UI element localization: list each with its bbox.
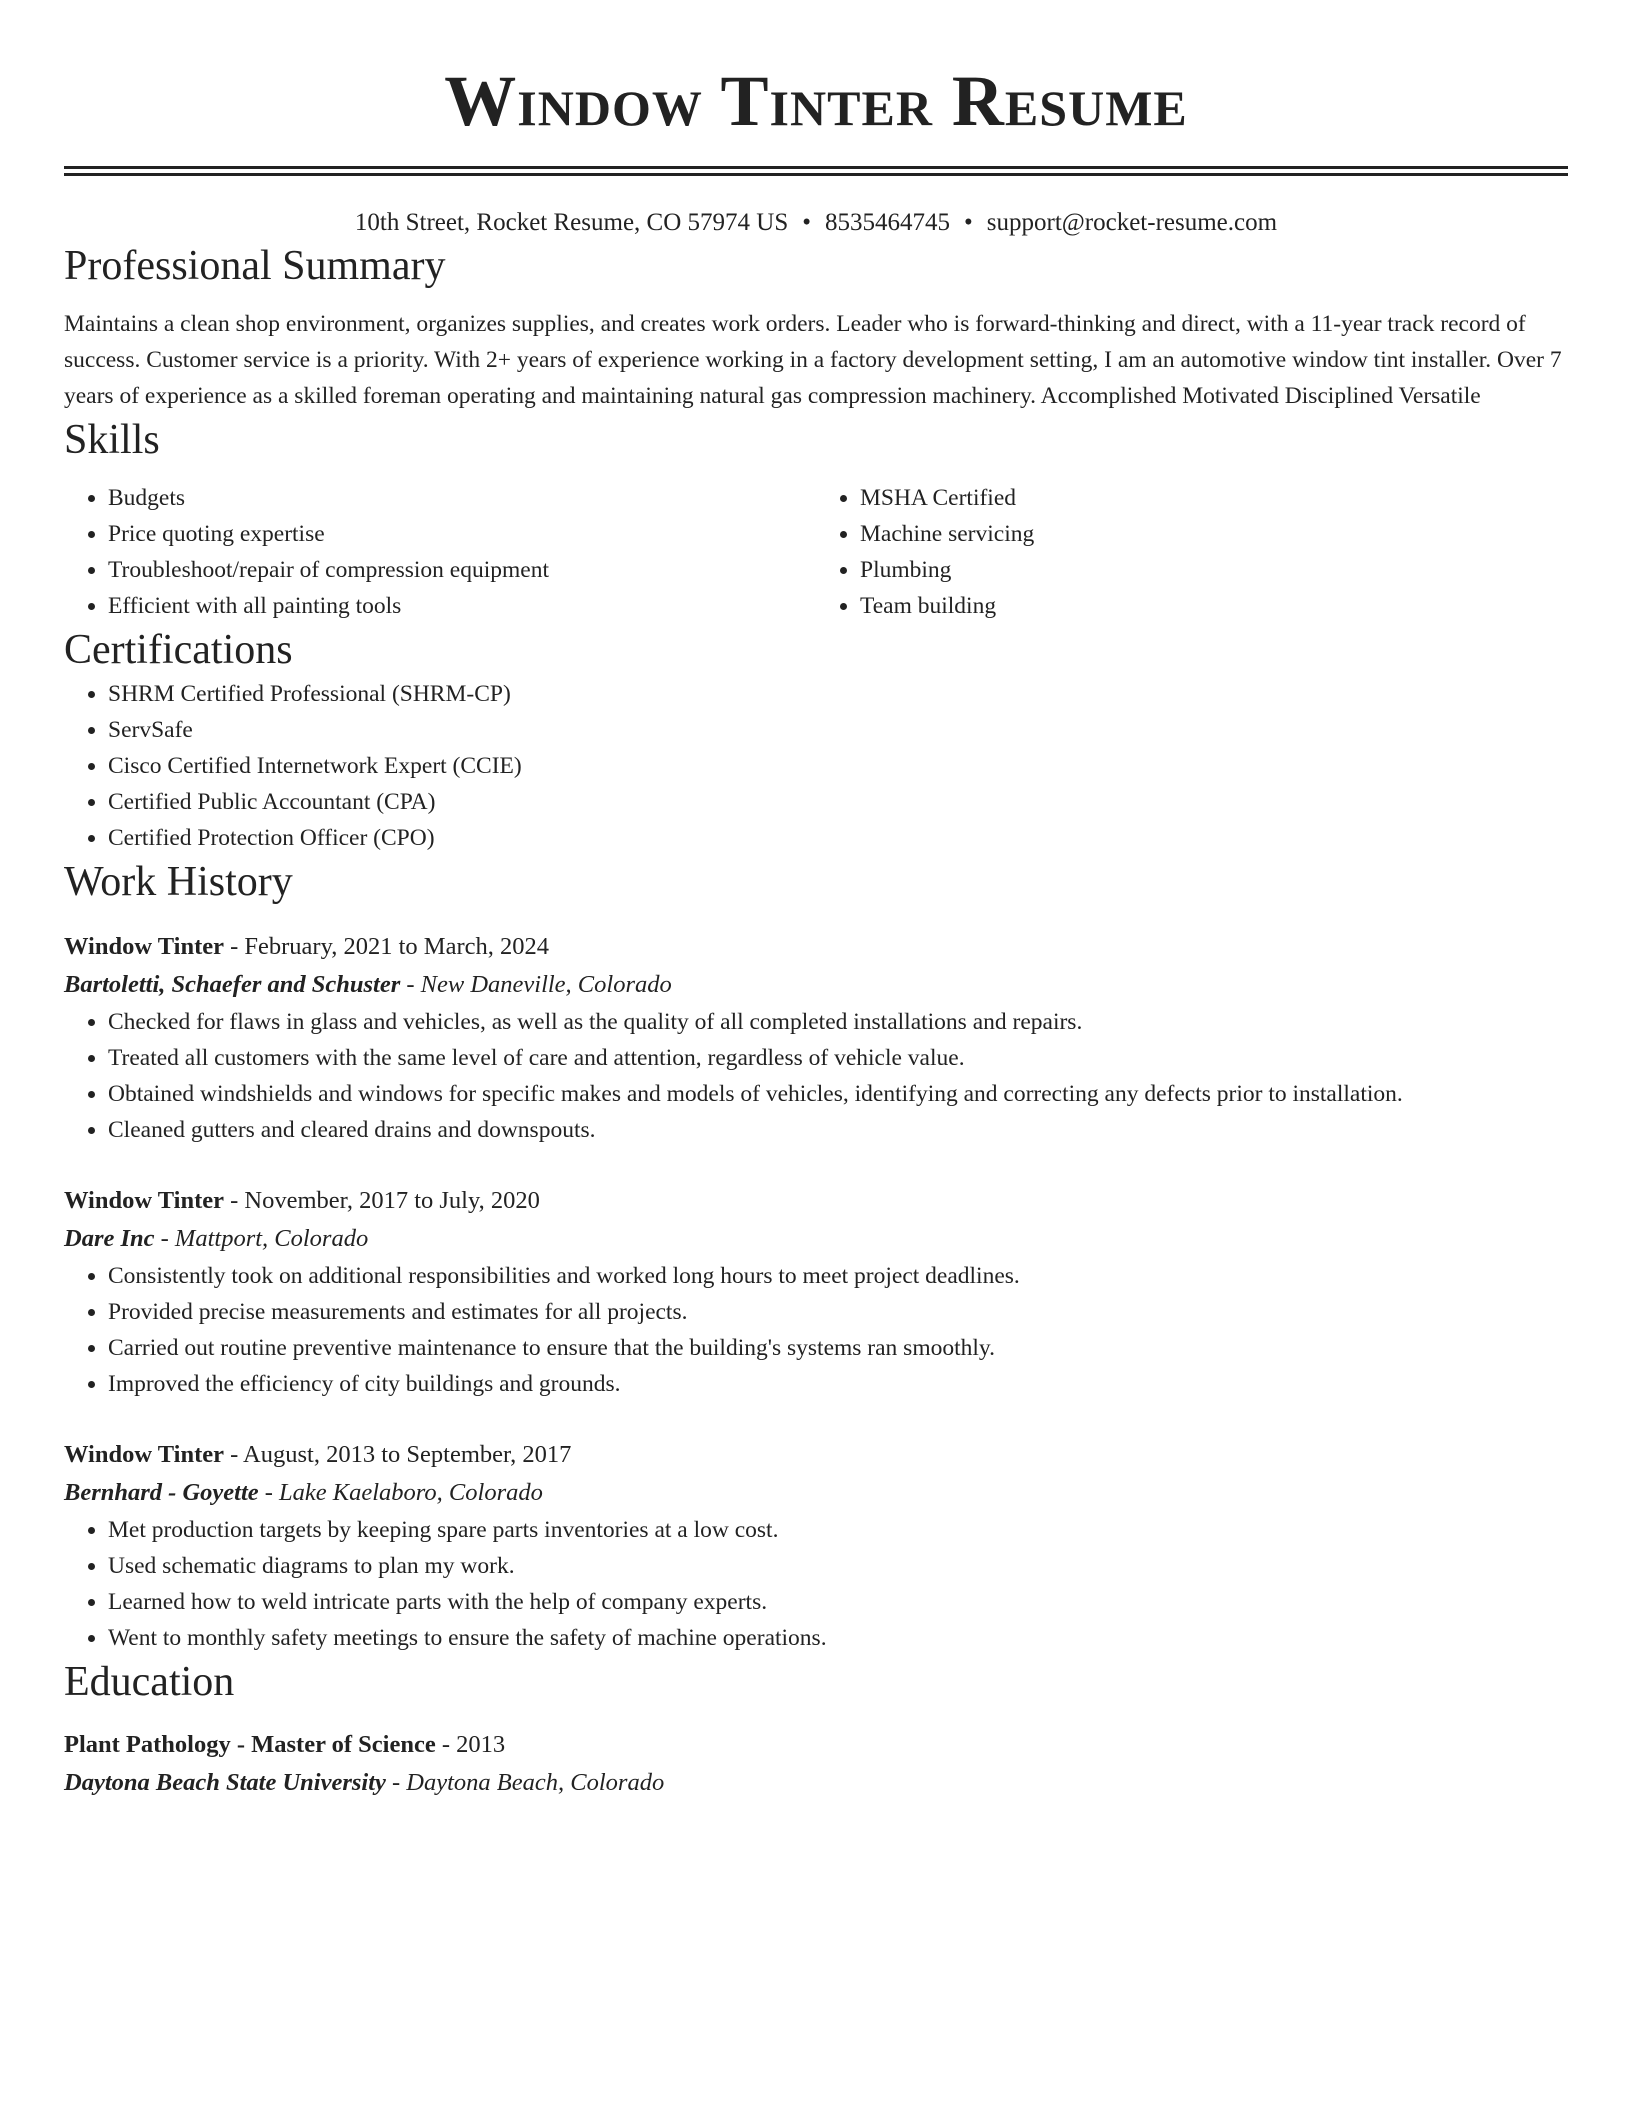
contact-separator: •: [964, 209, 973, 236]
job-title-line: [64, 928, 1568, 966]
certification-item: • Certified Public Accountant (CPA): [108, 784, 1568, 820]
skill-item: • Machine servicing: [860, 516, 1568, 552]
contact-address: 10th Street, Rocket Resume, CO 57974 US: [354, 209, 789, 236]
company-line: [64, 1220, 1568, 1258]
school-location: - Daytona Beach, Colorado: [385, 1769, 665, 1796]
degree-line: [64, 1726, 1568, 1764]
job-duty: • Improved the efficiency of city buildings and grounds.: [108, 1366, 1568, 1402]
job-entry: [64, 928, 1568, 1148]
resume-title: Window Tinter Resume: [444, 61, 1188, 141]
company-location: - Lake Kaelaboro, Colorado: [258, 1479, 543, 1506]
contact-line: [64, 206, 1568, 240]
school-name: Daytona Beach State University: [64, 1769, 386, 1796]
job-dates: - February, 2021 to March, 2024: [223, 933, 549, 960]
skills-list-right: [816, 480, 1568, 624]
school-line: [64, 1764, 1568, 1802]
summary-heading: Professional Summary: [64, 243, 446, 289]
job-entry: [64, 1182, 1568, 1402]
certification-item: • Certified Protection Officer (CPO): [108, 820, 1568, 856]
skill-item: • Plumbing: [860, 552, 1568, 588]
work-history-heading: Work History: [64, 859, 293, 905]
education-entry: [64, 1726, 1568, 1802]
job-duties-list: [64, 1004, 1568, 1148]
job-duties-list: [64, 1258, 1568, 1402]
skills-heading: Skills: [64, 417, 160, 463]
job-dates: - August, 2013 to September, 2017: [223, 1441, 572, 1468]
job-dates: - November, 2017 to July, 2020: [223, 1187, 540, 1214]
skill-item: • Efficient with all painting tools: [108, 588, 816, 624]
company-line: [64, 966, 1568, 1004]
skills-list-left: [64, 480, 816, 624]
company-name: Bartoletti, Schaefer and Schuster: [64, 971, 401, 998]
certification-item: • Cisco Certified Internetwork Expert (CCIE): [108, 748, 1568, 784]
company-name: Bernhard - Goyette: [64, 1479, 259, 1506]
company-location: - New Daneville, Colorado: [400, 971, 672, 998]
job-duty: • Treated all customers with the same level of care and attention, regardless of vehicle value.: [108, 1040, 1568, 1076]
summary-text: Maintains a clean shop environment, organizes supplies, and creates work orders. Leader who is forward-thinking and direct, with a 11-year track record of success. Customer service is a priority. With 2+ years of experience working in a factory development setting, I am an automotive window tint installer. Over 7 years of experience as a skilled foreman operating and maintaining natural gas compression machinery. Accomplished Motivated Disciplined Versatile: [64, 311, 1562, 409]
job-duty: • Provided precise measurements and estimates for all projects.: [108, 1294, 1568, 1330]
job-title: Window Tinter: [64, 933, 224, 960]
company-name: Dare Inc: [64, 1225, 155, 1252]
company-line: [64, 1474, 1568, 1512]
certification-item: • ServSafe: [108, 712, 1568, 748]
skill-item: • Budgets: [108, 480, 816, 516]
job-duty: • Went to monthly safety meetings to ensure the safety of machine operations.: [108, 1620, 1568, 1656]
contact-email: support@rocket-resume.com: [986, 209, 1278, 236]
company-location: - Mattport, Colorado: [154, 1225, 369, 1252]
job-duty: • Learned how to weld intricate parts with the help of company experts.: [108, 1584, 1568, 1620]
job-duties-list: [64, 1512, 1568, 1656]
certifications-list: [64, 676, 1568, 856]
skill-item: • Price quoting expertise: [108, 516, 816, 552]
job-entry: [64, 1436, 1568, 1656]
contact-separator: •: [802, 209, 811, 236]
certifications-heading: Certifications: [64, 627, 293, 673]
degree-year: - 2013: [435, 1731, 506, 1758]
title-double-rule: [64, 166, 1568, 176]
job-duty: • Met production targets by keeping spare parts inventories at a low cost.: [108, 1512, 1568, 1548]
job-duty: • Used schematic diagrams to plan my work.: [108, 1548, 1568, 1584]
degree-name: Plant Pathology - Master of Science: [64, 1731, 436, 1758]
job-title: Window Tinter: [64, 1441, 224, 1468]
contact-phone: 8535464745: [825, 209, 950, 236]
job-duty: • Consistently took on additional responsibilities and worked long hours to meet project deadlines.: [108, 1258, 1568, 1294]
job-title-line: [64, 1436, 1568, 1474]
certification-item: • SHRM Certified Professional (SHRM-CP): [108, 676, 1568, 712]
job-duty: • Checked for flaws in glass and vehicles, as well as the quality of all completed installations and repairs.: [108, 1004, 1568, 1040]
job-title: Window Tinter: [64, 1187, 224, 1214]
job-title-line: [64, 1182, 1568, 1220]
skill-item: • Troubleshoot/repair of compression equipment: [108, 552, 816, 588]
skills-grid: [64, 480, 1568, 624]
skill-item: • MSHA Certified: [860, 480, 1568, 516]
job-duty: • Carried out routine preventive maintenance to ensure that the building's systems ran smoothly.: [108, 1330, 1568, 1366]
job-duty: • Obtained windshields and windows for specific makes and models of vehicles, identifying and correcting any defects prior to installation.: [108, 1076, 1568, 1112]
skill-item: • Team building: [860, 588, 1568, 624]
job-duty: • Cleaned gutters and cleared drains and downspouts.: [108, 1112, 1568, 1148]
education-heading: Education: [64, 1659, 235, 1705]
